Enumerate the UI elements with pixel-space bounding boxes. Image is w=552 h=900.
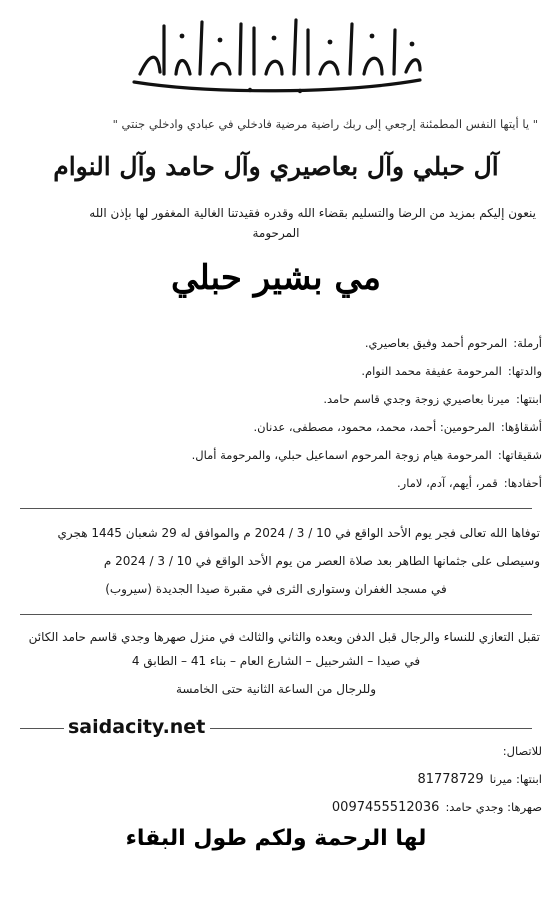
condolences-line: تقبل التعازي للنساء والرجال قبل الدفن وبعده والثاني والثالث في منزل صهرها وجدي قاسم حامد الكائن <box>28 630 540 644</box>
death-date-line: توفاها الله تعالى فجر يوم الأحد الواقع في 10 / 3 / 2024 م والموافق له 29 شعبان 1445 هجري <box>57 526 540 540</box>
announcement-line: ينعون إليكم بمزيد من الرضا والتسليم بقضاء الله وقدره فقيدتنا الغالية المغفور لها بإذن الله <box>89 206 536 220</box>
divider <box>20 508 532 509</box>
contact-title: للاتصال: <box>502 744 542 758</box>
contact-row <box>332 800 542 815</box>
relative-value: المرحوم أحمد وفيق بعاصيري. <box>364 336 508 350</box>
relative-label: ابنتها: <box>515 392 542 406</box>
families-heading: آل حبلي وآل بعاصيري وآل حامد وآل النوام <box>53 152 499 181</box>
relative-value: المرحومة هيام زوجة المرحوم اسماعيل حبلي، والمرحومة أمال. <box>191 448 492 462</box>
relative-row <box>365 336 542 350</box>
relative-label: والدتها: <box>507 364 542 378</box>
relative-value: قمر، أيهم، آدم، لامار. <box>396 476 498 490</box>
relative-row <box>397 476 542 490</box>
calligraphy-heading <box>120 12 432 98</box>
relative-row <box>253 420 542 434</box>
condolences-hours: وللرجال من الساعة الثانية حتى الخامسة <box>175 682 377 696</box>
relative-value: المرحومة عفيفة محمد النوام. <box>361 364 502 378</box>
relative-row <box>192 448 542 462</box>
phone-number: 0097455512036 <box>331 800 440 815</box>
site-watermark: saidacity.net <box>68 716 206 738</box>
relative-value: ميرنا بعاصيري زوجة وجدي قاسم حامد. <box>323 392 510 406</box>
relative-label: شقيقاتها: <box>497 448 542 462</box>
divider <box>210 728 532 729</box>
burial-line: في مسجد الغفران وستوارى الثرى في مقبرة صيدا الجديدة (سيروب) <box>105 582 447 596</box>
relative-row <box>361 364 542 378</box>
announcement-line: المرحومة <box>252 226 300 240</box>
contact-row <box>417 772 542 787</box>
contact-label: ابنتها: ميرنا <box>489 772 542 786</box>
divider <box>20 614 532 615</box>
deceased-name: مي بشير حبلي <box>171 258 381 298</box>
closing-line: لها الرحمة ولكم طول البقاء <box>125 826 427 851</box>
relative-row <box>323 392 542 406</box>
relative-label: أشقاؤها: <box>500 420 542 434</box>
contact-label: صهرها: وجدي حامد: <box>445 800 542 814</box>
quran-verse: " يا أيتها النفس المطمئنة إرجعي إلى ربك راضية مرضية فادخلي في عبادي وادخلي جنتي " <box>112 117 538 131</box>
relative-label: أحفادها: <box>503 476 542 490</box>
relative-label: أرملة: <box>513 336 542 350</box>
divider <box>20 728 64 729</box>
condolences-address: في صيدا – الشرحبيل – الشارع العام – بناء 41 – الطابق 4 <box>131 654 421 668</box>
relative-value: المرحومين: أحمد، محمد، محمود، مصطفى، عدنان. <box>253 420 495 434</box>
funeral-prayer-line: وسيصلى على جثمانها الطاهر بعد صلاة العصر من يوم الأحد الواقع في 10 / 3 / 2024 م <box>103 554 540 568</box>
phone-number: 81778729 <box>417 772 484 787</box>
